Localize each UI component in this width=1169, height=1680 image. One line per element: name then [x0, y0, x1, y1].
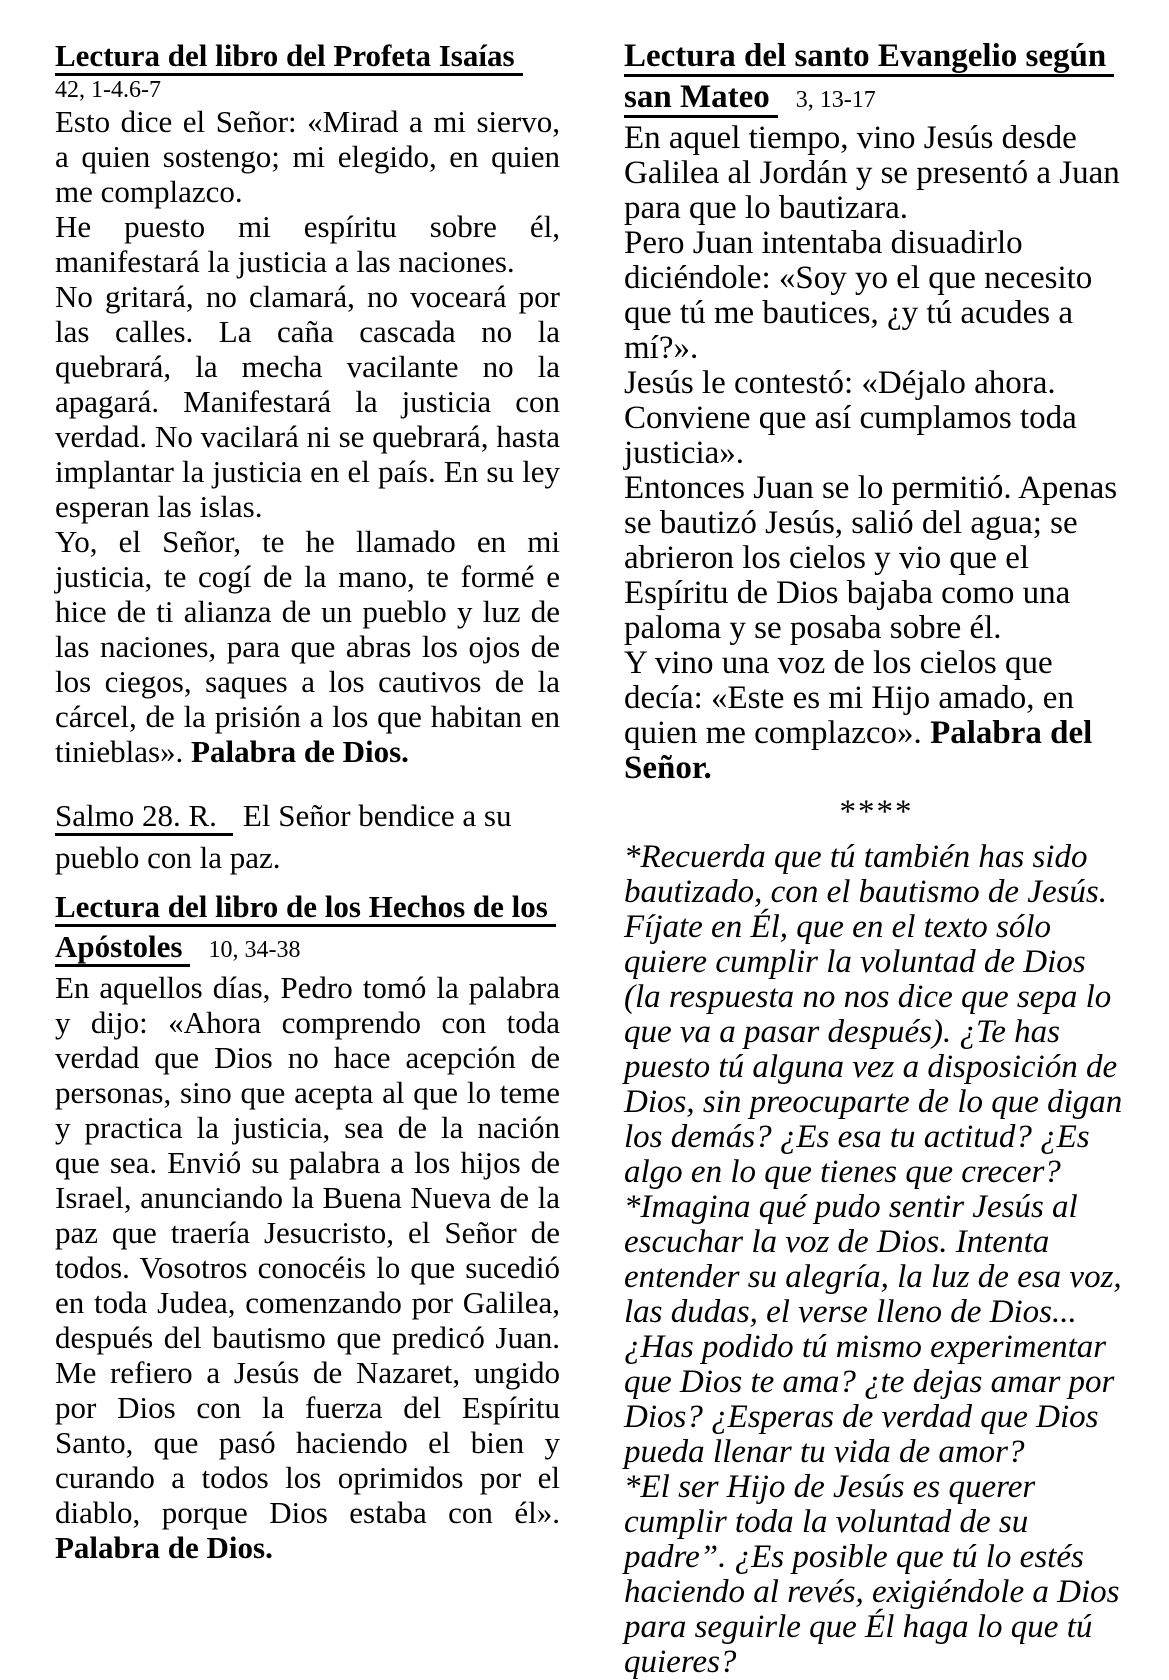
- reading1-paragraph: No gritará, no clamará, no voceará por las calles. La caña cascada no la quebrará, la mecha vacilante no la apagará. Manifestará la justicia con verdad. No vacilará ni se quebrará, hasta implantar la justicia en el país. En su ley esperan las islas.: [55, 279, 560, 524]
- gospel-paragraph: Jesús le contestó: «Déjalo ahora. Conviene que así cumplamos toda justicia».: [624, 365, 1077, 471]
- reading1-paragraph: [55, 524, 560, 769]
- psalm-title: Salmo 28. R.: [55, 798, 233, 836]
- reading2-reference: 10, 34-38: [208, 937, 301, 963]
- gospel-body: [624, 121, 1129, 786]
- reading1-paragraph: Esto dice el Señor: «Mirad a mi siervo, a quien sostengo; mi elegido, en quien me complazco.: [55, 104, 560, 209]
- reading1-reference: 42, 1-4.6-7: [55, 77, 161, 103]
- left-column: [55, 36, 560, 1680]
- gospel-paragraph: [624, 646, 1129, 786]
- reading1-paragraph: He puesto mi espíritu sobre él, manifestará la justicia a las naciones.: [55, 209, 560, 279]
- gospel-paragraph: En aquel tiempo, vino Jesús desde Galilea al Jordán y se presentó a Juan para que lo bautizara.: [624, 120, 1120, 226]
- gospel-reference: 3, 13-17: [795, 87, 876, 113]
- gospel-paragraph-text: Y vino una voz de los cielos que decía: «Este es mi Hijo amado, en quien me complazco».: [624, 645, 1074, 751]
- gospel-paragraph: Pero Juan intentaba disuadirlo diciéndole: «Soy yo el que necesito que tú me bautices, ¿y tú acudes a mí?».: [624, 225, 1093, 366]
- right-column: [624, 36, 1129, 1680]
- reading2-title: [55, 887, 560, 970]
- reading2-paragraph: [55, 970, 560, 1565]
- commentary-paragraph: *Imagina qué pudo sentir Jesús al escuchar la voz de Dios. Intenta entender su alegría, la luz de esa voz, las dudas, el verse lleno de Dios... ¿Has podido tú mismo experimentar que Dios te ama? ¿te dejas amar por Dios? ¿Esperas de verdad que Dios pueda llenar tu vida de amor?: [624, 1189, 1122, 1470]
- reading1-title-text: Lectura del libro del Profeta Isaías: [55, 38, 523, 76]
- palabra-del-senor: Palabra del Señor.: [624, 715, 1093, 786]
- asterisk-separator: ****: [839, 794, 914, 830]
- palabra-de-dios: Palabra de Dios.: [191, 734, 409, 769]
- gospel-title: [624, 36, 1129, 121]
- reading1-body: [55, 104, 560, 769]
- commentary-paragraph: *Recuerda que tú también has sido bautizado, con el bautismo de Jesús. Fíjate en Él, que en el texto sólo quiere cumplir la voluntad de Dios (la respuesta no nos dice que sepa lo que va a pasar después). ¿Te has puesto tú alguna vez a disposición de Dios, sin preocuparte de lo que digan los demás? ¿Es esa tu actitud? ¿Es algo en lo que tienes que crecer?: [624, 839, 1123, 1190]
- reading1-paragraph-text: Yo, el Señor, te he llamado en mi justicia, te cogí de la mano, te formé e hice de ti alianza de un pueblo y luz de las naciones, para que abras los ojos de los ciegos, saques a los cautivos de la cárcel, de la prisión a los que habitan en tinieblas».: [55, 524, 560, 769]
- commentary-paragraph: *El ser Hijo de Jesús es querer cumplir toda la voluntad de su padre”. ¿Es posible que tú lo estés haciendo al revés, exigiéndole a Dios para seguirle que Él haga lo que tú quieres?: [624, 1469, 1120, 1680]
- palabra-de-dios: Palabra de Dios.: [55, 1530, 273, 1565]
- gospel-paragraph: Entonces Juan se lo permitió. Apenas se bautizó Jesús, salió del agua; se abrieron los cielos y vio que el Espíritu de Dios bajaba como una paloma y se posaba sobre él.: [624, 470, 1118, 646]
- psalm-response: El Señor bendice a su pueblo con la paz.: [55, 798, 512, 875]
- reading2-paragraph-text: En aquellos días, Pedro tomó la palabra y dijo: «Ahora comprendo con toda verdad que Dios no hace acepción de personas, sino que acepta al que lo teme y practica la justicia, sea de la nación que sea. Envió su palabra a los hijos de Israel, anunciando la Buena Nueva de la paz que traería Jesucristo, el Señor de todos. Vosotros conocéis lo que sucedió en toda Judea, comenzando por Galilea, después del bautismo que predicó Juan. Me refiero a Jesús de Nazaret, ungido por Dios con la fuerza del Espíritu Santo, que pasó haciendo el bien y curando a todos los oprimidos por el diablo, porque Dios estaba con él».: [55, 970, 560, 1530]
- psalm: [55, 795, 560, 879]
- commentary: [624, 840, 1129, 1680]
- reading2-title-text: Lectura del libro de los Hechos de los Apóstoles: [55, 889, 556, 967]
- reading2-body: [55, 970, 560, 1565]
- reading1-title: [55, 36, 560, 76]
- gospel-title-text: Lectura del santo Evangelio según san Mateo: [624, 38, 1114, 118]
